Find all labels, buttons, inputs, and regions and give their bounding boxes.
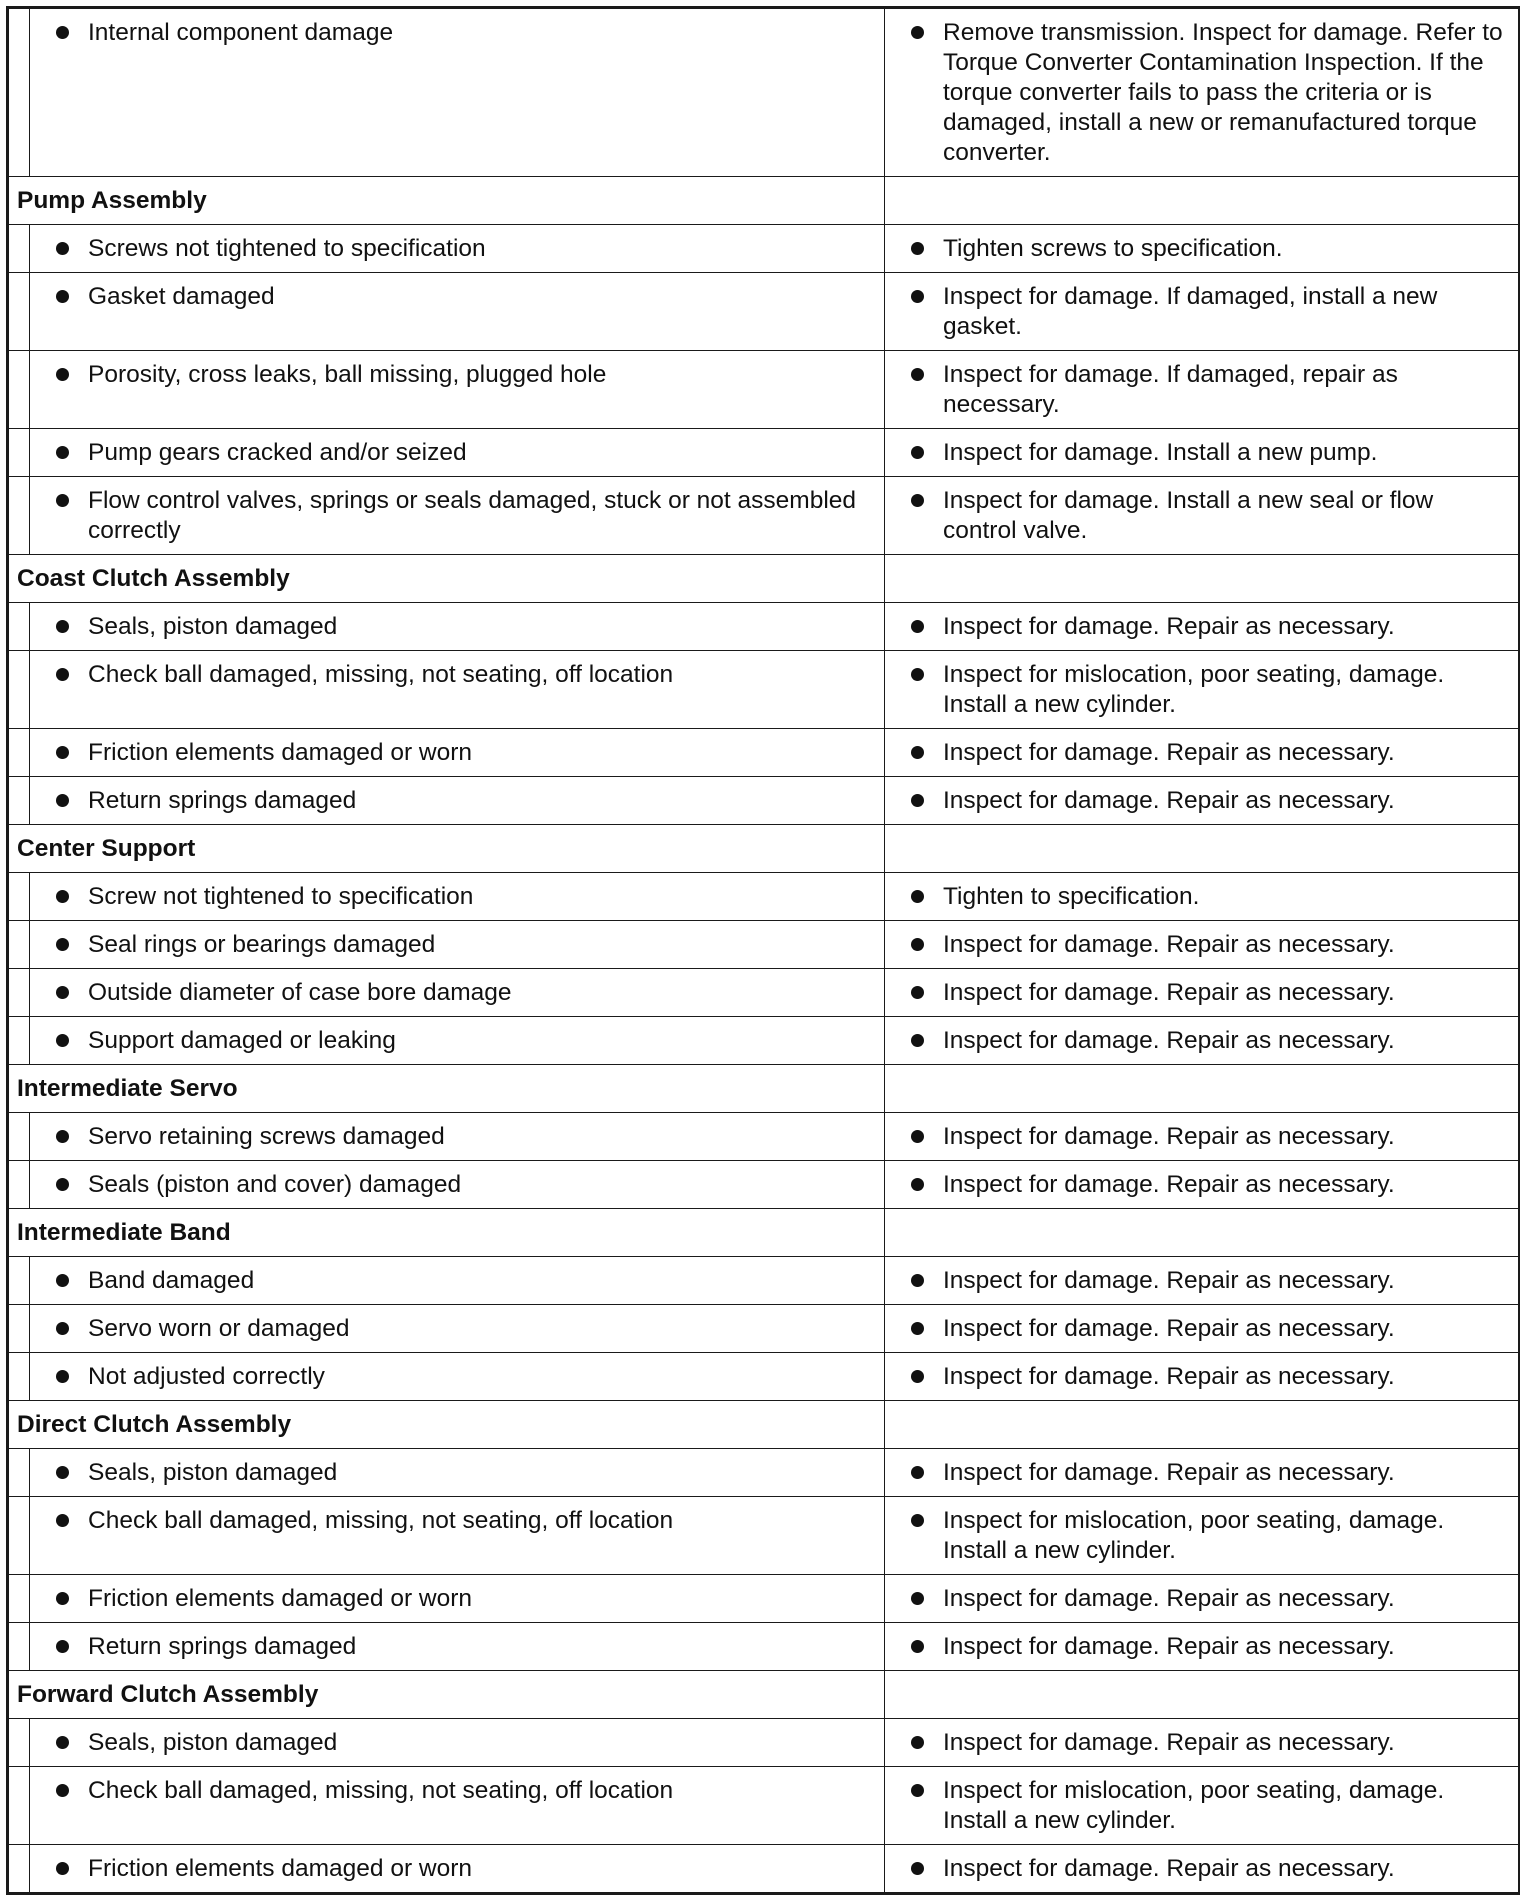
table-row xyxy=(8,1257,1520,1305)
condition-bullet-item xyxy=(40,786,874,816)
condition-cell xyxy=(30,477,885,555)
indent-cell xyxy=(8,1575,30,1623)
action-cell xyxy=(885,429,1520,477)
bullet-icon xyxy=(56,1862,69,1875)
condition-cell xyxy=(30,225,885,273)
bullet-icon xyxy=(911,668,924,681)
action-bullet-item xyxy=(895,18,1508,168)
action-text: Inspect for damage. Repair as necessary. xyxy=(943,979,1395,1006)
bullet-icon xyxy=(911,746,924,759)
condition-bullet-item xyxy=(40,1266,874,1296)
condition-bullet-item xyxy=(40,282,874,312)
condition-bullet-item xyxy=(40,1506,874,1536)
bullet-icon xyxy=(56,620,69,633)
bullet-icon xyxy=(56,446,69,459)
condition-bullet-item xyxy=(40,612,874,642)
indent-cell xyxy=(8,1719,30,1767)
condition-bullet-item xyxy=(40,882,874,912)
table-row xyxy=(8,1161,1520,1209)
condition-cell xyxy=(30,1497,885,1575)
bullet-icon xyxy=(56,1736,69,1749)
condition-text: Pump gears cracked and/or seized xyxy=(88,439,467,466)
bullet-icon xyxy=(911,1178,924,1191)
condition-cell xyxy=(30,273,885,351)
table-row xyxy=(8,1497,1520,1575)
section-action-cell xyxy=(885,1209,1520,1257)
action-text: Inspect for damage. Repair as necessary. xyxy=(943,1855,1395,1882)
action-text: Inspect for mislocation, poor seating, damage. Install a new cylinder. xyxy=(943,1507,1445,1564)
condition-text: Outside diameter of case bore damage xyxy=(88,979,512,1006)
condition-text: Seals, piston damaged xyxy=(88,1729,338,1756)
condition-cell xyxy=(30,8,885,177)
action-bullet-item xyxy=(895,1170,1508,1200)
action-cell xyxy=(885,1161,1520,1209)
table-row xyxy=(8,1575,1520,1623)
table-row xyxy=(8,651,1520,729)
condition-cell xyxy=(30,651,885,729)
action-bullet-item xyxy=(895,1314,1508,1344)
table-row xyxy=(8,477,1520,555)
bullet-icon xyxy=(56,290,69,303)
bullet-icon xyxy=(911,794,924,807)
condition-bullet-item xyxy=(40,660,874,690)
indent-cell xyxy=(8,1845,30,1894)
action-cell xyxy=(885,1017,1520,1065)
table-row xyxy=(8,1623,1520,1671)
condition-bullet-item xyxy=(40,1776,874,1806)
indent-cell xyxy=(8,225,30,273)
action-bullet-item xyxy=(895,1776,1508,1836)
action-bullet-item xyxy=(895,612,1508,642)
section-header-row xyxy=(8,555,1520,603)
bullet-icon xyxy=(911,1466,924,1479)
bullet-icon xyxy=(56,1640,69,1653)
bullet-icon xyxy=(56,938,69,951)
table-row xyxy=(8,1305,1520,1353)
action-bullet-item xyxy=(895,930,1508,960)
section-header-row xyxy=(8,1209,1520,1257)
bullet-icon xyxy=(56,1178,69,1191)
indent-cell xyxy=(8,921,30,969)
action-bullet-item xyxy=(895,882,1508,912)
action-bullet-item xyxy=(895,1362,1508,1392)
table-row xyxy=(8,1113,1520,1161)
bullet-icon xyxy=(911,1322,924,1335)
condition-text: Servo worn or damaged xyxy=(88,1315,350,1342)
section-header-row xyxy=(8,1401,1520,1449)
condition-cell xyxy=(30,1353,885,1401)
action-cell xyxy=(885,729,1520,777)
condition-text: Porosity, cross leaks, ball missing, plugged hole xyxy=(88,361,607,388)
action-text: Inspect for damage. Repair as necessary. xyxy=(943,1729,1395,1756)
condition-text: Support damaged or leaking xyxy=(88,1027,396,1054)
action-text: Inspect for damage. Install a new pump. xyxy=(943,439,1378,466)
table-row xyxy=(8,1017,1520,1065)
condition-cell xyxy=(30,1449,885,1497)
bullet-icon xyxy=(911,368,924,381)
bullet-icon xyxy=(56,242,69,255)
bullet-icon xyxy=(911,620,924,633)
table-row xyxy=(8,1845,1520,1894)
action-cell xyxy=(885,1113,1520,1161)
condition-cell xyxy=(30,873,885,921)
condition-text: Check ball damaged, missing, not seating, off location xyxy=(88,1777,674,1804)
condition-text: Flow control valves, springs or seals damaged, stuck or not assembled correctly xyxy=(88,487,857,544)
condition-text: Check ball damaged, missing, not seating, off location xyxy=(88,661,674,688)
action-cell xyxy=(885,1845,1520,1894)
condition-bullet-item xyxy=(40,234,874,264)
condition-text: Not adjusted correctly xyxy=(88,1363,325,1390)
indent-cell xyxy=(8,777,30,825)
table-row xyxy=(8,1449,1520,1497)
indent-cell xyxy=(8,1353,30,1401)
condition-bullet-item xyxy=(40,1458,874,1488)
bullet-icon xyxy=(56,1784,69,1797)
condition-cell xyxy=(30,1575,885,1623)
condition-bullet-item xyxy=(40,1362,874,1392)
indent-cell xyxy=(8,1449,30,1497)
action-bullet-item xyxy=(895,786,1508,816)
section-header-row xyxy=(8,1065,1520,1113)
bullet-icon xyxy=(911,446,924,459)
section-title: Pump Assembly xyxy=(8,177,885,225)
action-cell xyxy=(885,1719,1520,1767)
condition-cell xyxy=(30,729,885,777)
indent-cell xyxy=(8,1497,30,1575)
action-bullet-item xyxy=(895,234,1508,264)
action-bullet-item xyxy=(895,282,1508,342)
action-cell xyxy=(885,651,1520,729)
action-bullet-item xyxy=(895,1632,1508,1662)
table-row xyxy=(8,969,1520,1017)
condition-bullet-item xyxy=(40,18,874,48)
action-text: Remove transmission. Inspect for damage. Refer to Torque Converter Contamination Inspection. If the torque converter fails to pass the criteria or is damaged, install a new or remanufactured torque converter. xyxy=(943,19,1503,166)
action-text: Tighten screws to specification. xyxy=(943,235,1283,262)
action-bullet-item xyxy=(895,1854,1508,1884)
action-bullet-item xyxy=(895,1506,1508,1566)
condition-cell xyxy=(30,351,885,429)
bullet-icon xyxy=(911,938,924,951)
action-cell xyxy=(885,1575,1520,1623)
action-cell xyxy=(885,1767,1520,1845)
action-text: Inspect for damage. Repair as necessary. xyxy=(943,1267,1395,1294)
indent-cell xyxy=(8,651,30,729)
condition-bullet-item xyxy=(40,930,874,960)
condition-bullet-item xyxy=(40,486,874,546)
section-title: Coast Clutch Assembly xyxy=(8,555,885,603)
action-cell xyxy=(885,351,1520,429)
bullet-icon xyxy=(911,26,924,39)
condition-text: Friction elements damaged or worn xyxy=(88,1855,473,1882)
section-header-row xyxy=(8,825,1520,873)
bullet-icon xyxy=(911,890,924,903)
action-cell xyxy=(885,873,1520,921)
section-action-cell xyxy=(885,1401,1520,1449)
action-bullet-item xyxy=(895,1026,1508,1056)
table-row xyxy=(8,225,1520,273)
bullet-icon xyxy=(56,26,69,39)
section-action-cell xyxy=(885,1671,1520,1719)
bullet-icon xyxy=(911,290,924,303)
action-text: Inspect for mislocation, poor seating, damage. Install a new cylinder. xyxy=(943,1777,1445,1834)
action-cell xyxy=(885,921,1520,969)
bullet-icon xyxy=(56,746,69,759)
bullet-icon xyxy=(56,1322,69,1335)
bullet-icon xyxy=(911,1274,924,1287)
bullet-icon xyxy=(56,1466,69,1479)
bullet-icon xyxy=(911,1640,924,1653)
bullet-icon xyxy=(911,1514,924,1527)
bullet-icon xyxy=(911,494,924,507)
table-row xyxy=(8,8,1520,177)
indent-cell xyxy=(8,351,30,429)
action-text: Inspect for damage. If damaged, repair as necessary. xyxy=(943,361,1398,418)
action-cell xyxy=(885,1623,1520,1671)
action-text: Inspect for damage. Repair as necessary. xyxy=(943,613,1395,640)
condition-cell xyxy=(30,1623,885,1671)
condition-text: Seals, piston damaged xyxy=(88,1459,338,1486)
indent-cell xyxy=(8,8,30,177)
diagnosis-table xyxy=(6,6,1520,1895)
diagnosis-table-page xyxy=(6,6,1518,1890)
bullet-icon xyxy=(911,1736,924,1749)
table-row xyxy=(8,1719,1520,1767)
action-text: Inspect for damage. Repair as necessary. xyxy=(943,1585,1395,1612)
bullet-icon xyxy=(56,986,69,999)
indent-cell xyxy=(8,1623,30,1671)
condition-text: Gasket damaged xyxy=(88,283,275,310)
action-cell xyxy=(885,477,1520,555)
action-text: Inspect for damage. Repair as necessary. xyxy=(943,931,1395,958)
condition-text: Internal component damage xyxy=(88,19,394,46)
bullet-icon xyxy=(56,1274,69,1287)
section-header-row xyxy=(8,1671,1520,1719)
action-cell xyxy=(885,1449,1520,1497)
section-action-cell xyxy=(885,1065,1520,1113)
condition-text: Friction elements damaged or worn xyxy=(88,739,473,766)
action-text: Inspect for damage. Repair as necessary. xyxy=(943,1363,1395,1390)
condition-text: Return springs damaged xyxy=(88,1633,357,1660)
action-text: Inspect for damage. Repair as necessary. xyxy=(943,1123,1395,1150)
condition-bullet-item xyxy=(40,738,874,768)
indent-cell xyxy=(8,969,30,1017)
condition-bullet-item xyxy=(40,360,874,390)
indent-cell xyxy=(8,1017,30,1065)
bullet-icon xyxy=(56,1370,69,1383)
section-action-cell xyxy=(885,177,1520,225)
condition-text: Screws not tightened to specification xyxy=(88,235,486,262)
bullet-icon xyxy=(56,494,69,507)
section-title: Forward Clutch Assembly xyxy=(8,1671,885,1719)
action-cell xyxy=(885,1353,1520,1401)
action-bullet-item xyxy=(895,438,1508,468)
indent-cell xyxy=(8,429,30,477)
action-text: Inspect for damage. Repair as necessary. xyxy=(943,739,1395,766)
action-bullet-item xyxy=(895,660,1508,720)
table-row xyxy=(8,777,1520,825)
section-title: Intermediate Band xyxy=(8,1209,885,1257)
condition-bullet-item xyxy=(40,1314,874,1344)
table-row xyxy=(8,351,1520,429)
action-cell xyxy=(885,225,1520,273)
bullet-icon xyxy=(911,242,924,255)
section-action-cell xyxy=(885,555,1520,603)
bullet-icon xyxy=(56,1034,69,1047)
indent-cell xyxy=(8,1257,30,1305)
condition-text: Seals (piston and cover) damaged xyxy=(88,1171,462,1198)
action-bullet-item xyxy=(895,360,1508,420)
action-text: Inspect for damage. If damaged, install a new gasket. xyxy=(943,283,1438,340)
table-row xyxy=(8,1353,1520,1401)
action-text: Tighten to specification. xyxy=(943,883,1200,910)
table-row xyxy=(8,273,1520,351)
bullet-icon xyxy=(56,890,69,903)
action-bullet-item xyxy=(895,738,1508,768)
condition-cell xyxy=(30,777,885,825)
condition-bullet-item xyxy=(40,1584,874,1614)
action-bullet-item xyxy=(895,978,1508,1008)
condition-bullet-item xyxy=(40,1122,874,1152)
action-text: Inspect for damage. Repair as necessary. xyxy=(943,1459,1395,1486)
bullet-icon xyxy=(911,1034,924,1047)
condition-cell xyxy=(30,1161,885,1209)
indent-cell xyxy=(8,1113,30,1161)
condition-text: Check ball damaged, missing, not seating, off location xyxy=(88,1507,674,1534)
table-row xyxy=(8,429,1520,477)
action-bullet-item xyxy=(895,486,1508,546)
bullet-icon xyxy=(911,1862,924,1875)
action-text: Inspect for damage. Repair as necessary. xyxy=(943,1171,1395,1198)
condition-cell xyxy=(30,1845,885,1894)
condition-bullet-item xyxy=(40,1026,874,1056)
indent-cell xyxy=(8,273,30,351)
action-cell xyxy=(885,603,1520,651)
action-bullet-item xyxy=(895,1266,1508,1296)
indent-cell xyxy=(8,477,30,555)
action-text: Inspect for damage. Repair as necessary. xyxy=(943,787,1395,814)
action-bullet-item xyxy=(895,1122,1508,1152)
bullet-icon xyxy=(56,1592,69,1605)
section-title: Center Support xyxy=(8,825,885,873)
condition-cell xyxy=(30,1767,885,1845)
section-header-row xyxy=(8,177,1520,225)
bullet-icon xyxy=(56,794,69,807)
table-row xyxy=(8,603,1520,651)
condition-text: Seal rings or bearings damaged xyxy=(88,931,436,958)
condition-text: Screw not tightened to specification xyxy=(88,883,474,910)
condition-text: Band damaged xyxy=(88,1267,255,1294)
table-row xyxy=(8,729,1520,777)
condition-text: Return springs damaged xyxy=(88,787,357,814)
bullet-icon xyxy=(911,1592,924,1605)
action-cell xyxy=(885,1257,1520,1305)
section-title: Direct Clutch Assembly xyxy=(8,1401,885,1449)
diagnosis-table-body xyxy=(8,8,1520,1894)
action-cell xyxy=(885,777,1520,825)
bullet-icon xyxy=(56,668,69,681)
condition-bullet-item xyxy=(40,1854,874,1884)
condition-bullet-item xyxy=(40,1632,874,1662)
action-cell xyxy=(885,1497,1520,1575)
condition-cell xyxy=(30,429,885,477)
bullet-icon xyxy=(911,986,924,999)
condition-text: Friction elements damaged or worn xyxy=(88,1585,473,1612)
condition-bullet-item xyxy=(40,438,874,468)
bullet-icon xyxy=(911,1784,924,1797)
indent-cell xyxy=(8,873,30,921)
condition-text: Seals, piston damaged xyxy=(88,613,338,640)
condition-cell xyxy=(30,921,885,969)
indent-cell xyxy=(8,1305,30,1353)
action-text: Inspect for damage. Install a new seal or flow control valve. xyxy=(943,487,1434,544)
condition-cell xyxy=(30,1113,885,1161)
condition-cell xyxy=(30,603,885,651)
action-bullet-item xyxy=(895,1458,1508,1488)
indent-cell xyxy=(8,1161,30,1209)
action-cell xyxy=(885,8,1520,177)
action-cell xyxy=(885,273,1520,351)
condition-cell xyxy=(30,1305,885,1353)
indent-cell xyxy=(8,1767,30,1845)
condition-bullet-item xyxy=(40,978,874,1008)
bullet-icon xyxy=(56,1130,69,1143)
action-bullet-item xyxy=(895,1584,1508,1614)
section-title: Intermediate Servo xyxy=(8,1065,885,1113)
indent-cell xyxy=(8,729,30,777)
action-text: Inspect for damage. Repair as necessary. xyxy=(943,1027,1395,1054)
condition-cell xyxy=(30,969,885,1017)
action-bullet-item xyxy=(895,1728,1508,1758)
condition-cell xyxy=(30,1719,885,1767)
condition-bullet-item xyxy=(40,1170,874,1200)
bullet-icon xyxy=(56,368,69,381)
table-row xyxy=(8,1767,1520,1845)
action-cell xyxy=(885,969,1520,1017)
condition-cell xyxy=(30,1017,885,1065)
action-text: Inspect for damage. Repair as necessary. xyxy=(943,1633,1395,1660)
action-text: Inspect for damage. Repair as necessary. xyxy=(943,1315,1395,1342)
condition-cell xyxy=(30,1257,885,1305)
table-row xyxy=(8,873,1520,921)
bullet-icon xyxy=(911,1130,924,1143)
action-cell xyxy=(885,1305,1520,1353)
table-row xyxy=(8,921,1520,969)
bullet-icon xyxy=(911,1370,924,1383)
action-text: Inspect for mislocation, poor seating, damage. Install a new cylinder. xyxy=(943,661,1445,718)
section-action-cell xyxy=(885,825,1520,873)
indent-cell xyxy=(8,603,30,651)
condition-text: Servo retaining screws damaged xyxy=(88,1123,445,1150)
condition-bullet-item xyxy=(40,1728,874,1758)
bullet-icon xyxy=(56,1514,69,1527)
